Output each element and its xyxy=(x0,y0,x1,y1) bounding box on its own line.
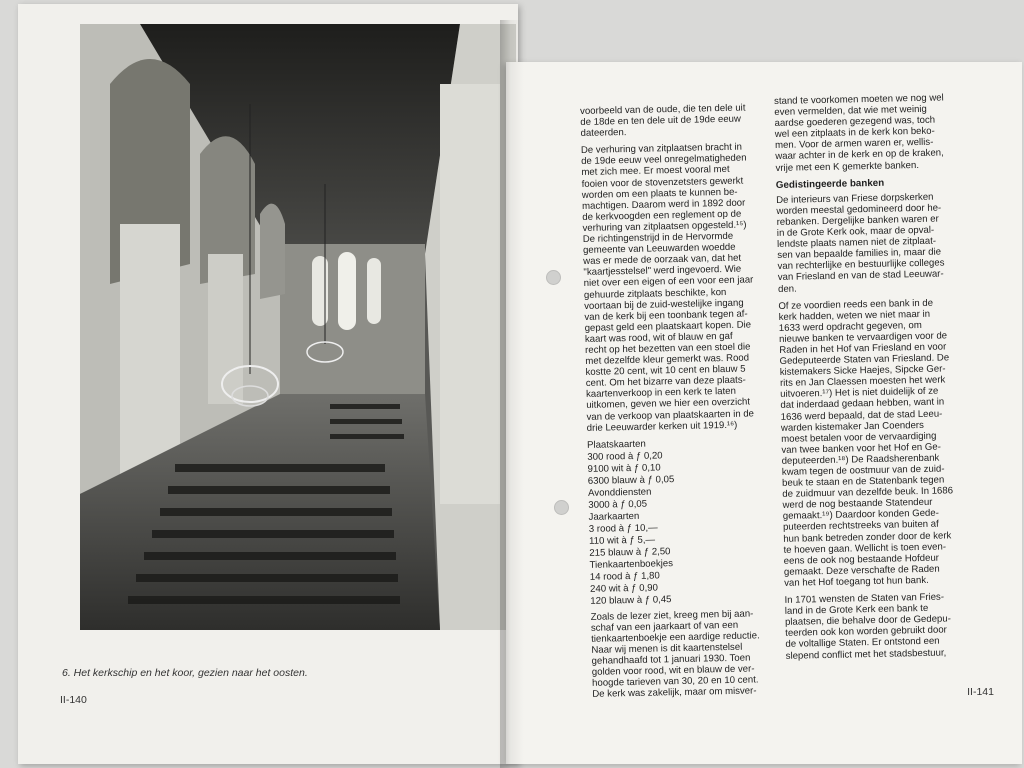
paragraph: In 1701 wensten de Staten van Fries- land in de Grote Kerk een bank te plaatsen, die behalve door de Gedepu- teerden ook kon worden gebruikt door de voltallige Staten. Er ontstond een slepend conflict met het stadsbestuur, xyxy=(784,591,952,662)
photo-caption: 6. Het kerkschip en het koor, gezien naar het oosten. xyxy=(62,667,308,679)
list-item: Tienkaartenboekjes xyxy=(589,557,674,571)
list-item: 6300 blauw à ƒ 0,05 xyxy=(587,473,675,487)
left-page xyxy=(18,4,518,764)
list-item: 215 blauw à ƒ 2,50 xyxy=(589,545,671,559)
book-spine-shadow xyxy=(500,20,524,768)
paragraph: Zoals de lezer ziet, kreeg men bij aan- schaf van een jaarkaart of van een tienkaartenboekje een aardige reductie. Naar wij menen is dit kaartenstelsel gehandhaafd tot 1 januari 1930. Toen golden voor rood, wit en blauw de ver- hoogde tarieven van 30, 20 en 10 cent. De kerk was zakelijk, maar om misver- xyxy=(590,608,760,701)
paragraph: De verhuring van zitplaatsen bracht in de 19de eeuw veel onregelmatigheden met zich mee. Er moest vooral met fooien voor de stovenzetsters gewerkt worden om een plaats te kunnen be- machtigen. Daarom werd in 1892 door de kerkvoogden een reglement op de verhuring van zitplaatsen opgesteld.¹⁵) De richtingenstrijd in de Hervormde gemeente van Leeuwarden woedde was er mede de oorzaak van, dat het "kaartjesstelsel" werd ingevoerd. Wie niet over een eigen of een voor een jaar gehuurde zitplaats beschikte, kon voortaan bij de zuid-westelijke ingang van de kerk bij een toonbank tegen af- gepast geld een plaatskaart kopen. Die kaart was rood, wit of blauw en gaf recht op het bezetten van een stoel die met dezelfde kleur gemerkt was. Rood kostte 20 cent, wit 10 cent en blauw 5 cent. Om het bizarre van deze plaats- kaartenverkoop in een kerk te laten uitkomen, geven we hier een overzicht van de verkoop van plaatskaarten in de drie Leeuwarder kerken uit 1919.¹⁶) xyxy=(580,141,755,434)
list-item: 300 rood à ƒ 0,20 xyxy=(587,450,663,463)
right-page xyxy=(506,62,1022,764)
ticket-sales-list xyxy=(587,435,808,608)
photo-illustration xyxy=(80,24,516,630)
list-item: 120 blauw à ƒ 0,45 xyxy=(590,593,672,607)
paragraph: Of ze voordien reeds een bank in de kerk hadden, weten we niet maar in 1633 werd opdracht gegeven, om nieuwe banken te vervaardigen voor de Raden in het Hof van Friesland en voor Gedeputeerde Staten van Friesland. De kistemakers Sicke Haejes, Sipcke Ger- rits en Jan Claessen moesten het werk uitvoeren.¹⁷) Het is niet duidelijk of ze dat inderdaad gedaan hebben, want in 1636 werd bepaald, dat de stad Leeu- warden kistemaker Jan Coenders moest betalen voor de vervaardiging van twee banken voor het Hof en Ge- deputeerden.¹⁸) De Raadsherenbank kwam tegen de oostmuur van de zuid- beuk te staan en de Statenbank tegen de zuidmuur van dezelfde beuk. In 1686 werd de nog bestaande Statendeur gemaakt.¹⁹) Daardoor konden Gede- puteerden rechtstreeks van buiten af hun bank betreden zonder door de kerk te hoeven gaan. Wellicht is toen even- eens de ook nog bestaande Hofdeur gemaakt. Deze verschafte de Raden van het Hof toegang tot hun bank. xyxy=(778,297,954,589)
binder-hole-top xyxy=(546,270,561,285)
paragraph: De interieurs van Friese dorpskerken worden meestal gedomineerd door he- rebanken. Dergelijke banken waren er in de Grote Kerk ook, maar de opval- lendste plaats namen niet de zitplaat- sen van bepaalde families in, maar die van rechterlijke en bestuurlijke colleges van Friesland en van de stad Leeuwar- den. xyxy=(776,191,945,295)
paragraph: stand te voorkomen moeten we nog wel even vermelden, dat wie met weinig aardse goederen gezegend was, toch wel een zitplaats in de kerk kon beko- men. Voor de armen waren er, wellis- waar achter in de kerk en op de kraken, vrije met een K gemerkte banken. xyxy=(774,92,944,174)
church-interior-photo xyxy=(80,24,516,630)
list-item: 14 rood à ƒ 1,80 xyxy=(589,570,660,583)
list-item: Avonddiensten xyxy=(587,486,652,499)
list-item: 240 wit à ƒ 0,90 xyxy=(590,582,658,595)
list-item: 3000 à ƒ 0,05 xyxy=(588,498,648,511)
page-number-left: II-140 xyxy=(60,694,87,706)
list-item: Jaarkaarten xyxy=(588,510,640,523)
list-item: 9100 wit à ƒ 0,10 xyxy=(587,462,661,475)
list-item: 3 rood à ƒ 10,— xyxy=(588,522,658,535)
section-heading: Gedistingeerde banken xyxy=(775,177,885,191)
list-item: 110 wit à ƒ 5,— xyxy=(588,534,656,547)
binder-hole-bottom xyxy=(554,500,569,515)
list-item: Plaatskaarten xyxy=(586,438,646,451)
page-number-right: II-141 xyxy=(967,686,994,698)
text-column-right xyxy=(774,92,1000,668)
paragraph: voorbeeld van de oude, die ten dele uit de 18de en ten dele uit de 19de eeuw dateerden. xyxy=(580,102,746,140)
